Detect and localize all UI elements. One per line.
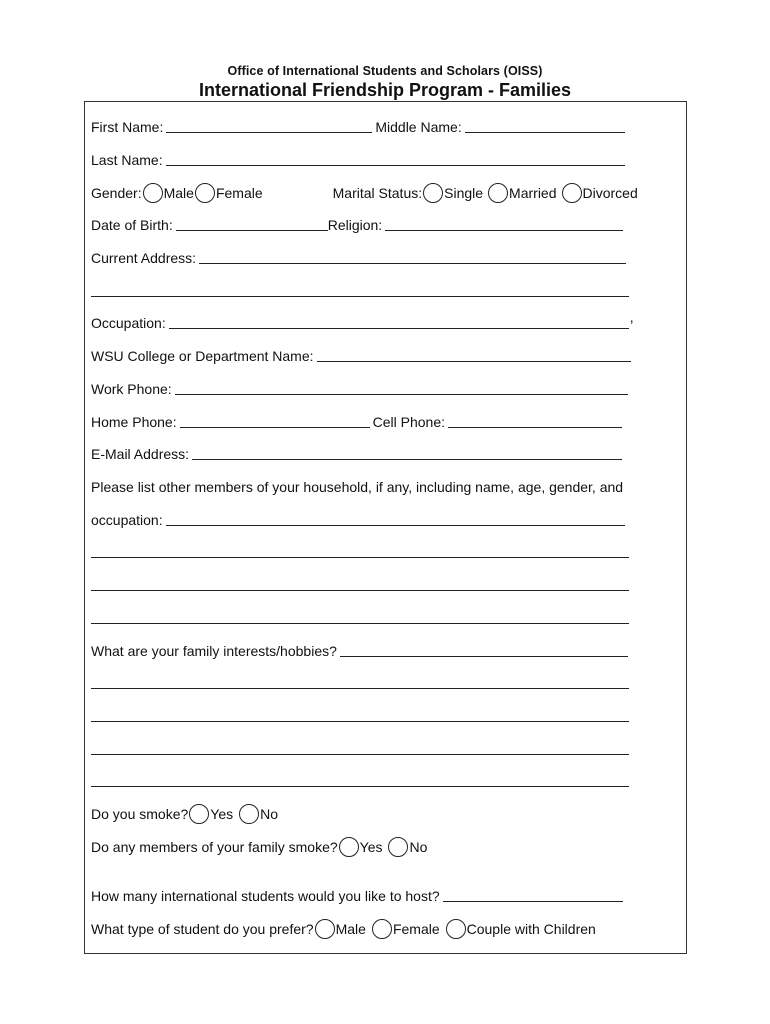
current-address-label: Current Address: [91, 250, 197, 266]
occupation-field[interactable] [169, 315, 629, 329]
interests-line-3[interactable] [91, 721, 629, 722]
marital-status-label: Marital Status: [332, 185, 423, 201]
cell-phone-field[interactable] [448, 414, 622, 428]
dob-field[interactable] [176, 217, 328, 231]
host-count-label: How many international students would you like to host? [91, 888, 440, 904]
row-host-count [91, 886, 626, 904]
row-wsu-college [91, 346, 634, 364]
marital-single-option[interactable] [422, 183, 483, 201]
row-email [91, 444, 625, 462]
row-household-prompt [91, 477, 623, 495]
marital-married-label: Married [509, 185, 557, 201]
marital-single-label: Single [444, 185, 484, 201]
gender-label: Gender: [91, 185, 142, 201]
row-gender-marital [91, 183, 638, 201]
row-dob-religion [91, 215, 626, 233]
home-phone-label: Home Phone: [91, 414, 177, 430]
religion-label: Religion: [327, 217, 383, 233]
family-smoke-no-radio[interactable] [388, 837, 408, 857]
smoke-yes-radio[interactable] [189, 804, 209, 824]
pref-couple-label: Couple with Children [466, 921, 596, 937]
pref-female-option[interactable] [371, 919, 440, 937]
marital-divorced-label: Divorced [582, 185, 638, 201]
occupation-comma: , [629, 309, 634, 325]
pref-couple-radio[interactable] [446, 919, 466, 939]
office-name: Office of International Students and Scholars (OISS) [227, 64, 543, 78]
marital-married-radio[interactable] [488, 183, 508, 203]
smoke-label: Do you smoke? [91, 806, 189, 822]
family-smoke-label: Do any members of your family smoke? [91, 839, 338, 855]
email-label: E-Mail Address: [91, 446, 190, 462]
pref-female-label: Female [392, 921, 440, 937]
row-smoke [91, 804, 278, 822]
smoke-yes-option[interactable] [188, 804, 233, 822]
interests-field[interactable] [340, 643, 628, 657]
wsu-college-field[interactable] [317, 348, 631, 362]
email-field[interactable] [192, 446, 622, 460]
family-smoke-yes-radio[interactable] [339, 837, 359, 857]
gender-male-radio[interactable] [143, 183, 163, 203]
smoke-no-radio[interactable] [239, 804, 259, 824]
current-address-field[interactable] [199, 250, 626, 264]
household-line-3[interactable] [91, 590, 629, 591]
smoke-no-label: No [260, 806, 279, 822]
family-smoke-no-label: No [409, 839, 428, 855]
gender-male-option[interactable] [142, 183, 194, 201]
work-phone-field[interactable] [175, 381, 628, 395]
home-phone-field[interactable] [180, 414, 370, 428]
household-line-2[interactable] [91, 557, 629, 558]
pref-male-radio[interactable] [315, 919, 335, 939]
last-name-label: Last Name: [91, 152, 163, 168]
host-count-field[interactable] [443, 888, 623, 902]
smoke-no-option[interactable] [238, 804, 278, 822]
row-student-pref [91, 919, 596, 937]
row-interests [91, 641, 631, 659]
family-smoke-yes-label: Yes [359, 839, 383, 855]
cell-phone-label: Cell Phone: [372, 414, 445, 430]
religion-field[interactable] [385, 217, 623, 231]
pref-male-option[interactable] [314, 919, 366, 937]
middle-name-field[interactable] [465, 119, 625, 133]
household-prompt: Please list other members of your household, if any, including name, age, gender, and [91, 479, 624, 495]
middle-name-label: Middle Name: [375, 119, 462, 135]
row-family-smoke [91, 837, 427, 855]
dob-label: Date of Birth: [91, 217, 173, 233]
row-name [91, 117, 628, 135]
interests-line-4[interactable] [91, 754, 629, 755]
row-work-phone [91, 379, 631, 397]
gender-female-radio[interactable] [195, 183, 215, 203]
household-occupation-label: occupation: [91, 512, 163, 528]
row-household-occupation [91, 510, 628, 528]
marital-single-radio[interactable] [423, 183, 443, 203]
row-phones [91, 412, 625, 430]
student-pref-label: What type of student do you prefer? [91, 921, 314, 937]
interests-line-2[interactable] [91, 688, 629, 689]
first-name-label: First Name: [91, 119, 164, 135]
gender-female-option[interactable] [194, 183, 263, 201]
gender-male-label: Male [163, 185, 194, 201]
family-smoke-yes-option[interactable] [338, 837, 383, 855]
work-phone-label: Work Phone: [91, 381, 172, 397]
pref-male-label: Male [335, 921, 366, 937]
household-field[interactable] [166, 512, 625, 526]
gender-female-label: Female [215, 185, 263, 201]
form-title: International Friendship Program - Families [198, 80, 572, 100]
marital-divorced-radio[interactable] [562, 183, 582, 203]
marital-married-option[interactable] [487, 183, 556, 201]
last-name-field[interactable] [166, 152, 625, 166]
interests-line-5[interactable] [91, 786, 629, 787]
row-occupation [91, 309, 634, 331]
row-last-name [91, 150, 628, 168]
wsu-college-label: WSU College or Department Name: [91, 348, 314, 364]
occupation-label: Occupation: [91, 315, 166, 331]
pref-female-radio[interactable] [372, 919, 392, 939]
marital-divorced-option[interactable] [561, 183, 638, 201]
first-name-field[interactable] [166, 119, 372, 133]
pref-couple-option[interactable] [445, 919, 596, 937]
address-line-2[interactable] [91, 296, 629, 297]
smoke-yes-label: Yes [210, 806, 234, 822]
interests-label: What are your family interests/hobbies? [91, 643, 337, 659]
family-smoke-no-option[interactable] [387, 837, 427, 855]
row-address [91, 248, 629, 266]
household-line-4[interactable] [91, 623, 629, 624]
